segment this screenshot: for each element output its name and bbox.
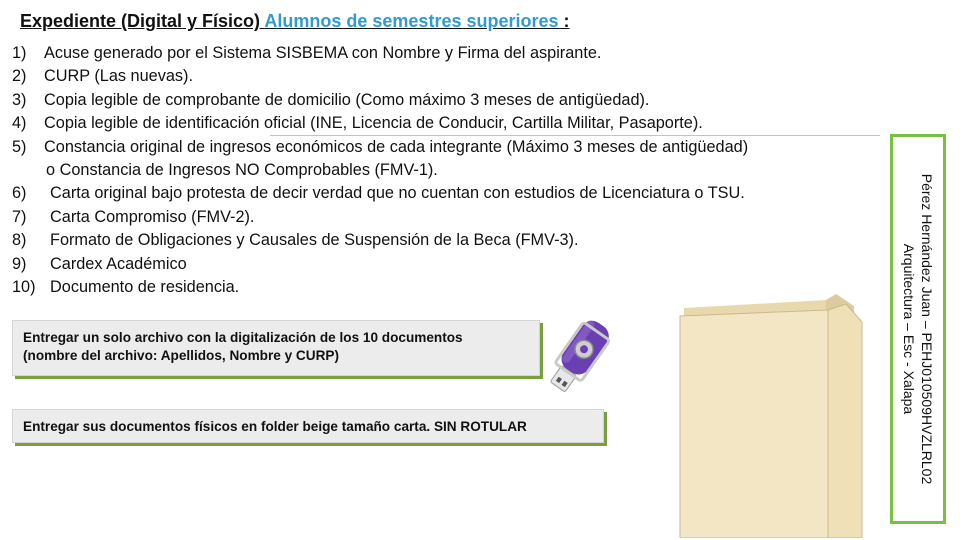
item-number: 4) [12,114,27,133]
list-item [12,89,748,112]
list-item-continuation: o Constancia de Ingresos NO Comprobables (FMV-1). [46,161,438,180]
student-name-curp: Pérez Hernández Juan – PEHJ010509HVZLRL02 [919,173,935,485]
page-title [20,11,570,32]
folder-icon [676,276,876,538]
digital-note-line1: Entregar un solo archivo con la digitalización de los 10 documentos [23,330,463,345]
list-item [12,136,748,159]
item-text: Carta Compromiso (FMV-2). [50,207,255,226]
title-main: Expediente (Digital y Físico) [20,11,261,31]
list-item [12,206,748,229]
physical-delivery-note [12,409,604,443]
digital-note-line2: (nombre del archivo: Apellidos, Nombre y CURP) [23,348,339,363]
item-number: 5) [12,137,27,156]
item-text: Constancia original de ingresos económicos de cada integrante (Máximo 3 meses de antigüedad) [44,137,749,156]
list-item [12,65,748,88]
item-text: Copia legible de comprobante de domicilio (Como máximo 3 meses de antigüedad). [44,90,650,109]
usb-drive-icon [535,310,625,400]
item-text: Documento de residencia. [50,278,240,297]
item-text: Copia legible de identificación oficial (INE, Licencia de Conducir, Cartilla Militar, Pasaporte). [44,114,703,133]
item-number: 1) [12,44,27,62]
student-id-label [900,174,936,485]
item-number: 2) [12,67,27,86]
requirements-list [12,42,748,299]
list-item [12,112,748,135]
list-item [12,182,748,205]
item-text: Acuse generado por el Sistema SISBEMA con Nombre y Firma del aspirante. [44,44,602,62]
digital-delivery-note [12,320,540,376]
item-text: CURP (Las nuevas). [44,67,194,86]
divider-line [270,135,880,136]
student-career-campus: Arquitectura – Esc - Xalapa [901,243,917,415]
item-number: 10) [12,278,36,297]
item-number: 8) [12,231,27,250]
physical-note-text: Entregar sus documentos físicos en folder beige tamaño carta. SIN ROTULAR [23,419,527,434]
item-text: Formato de Obligaciones y Causales de Suspensión de la Beca (FMV-3). [50,231,579,250]
list-item [12,253,748,276]
item-text: Carta original bajo protesta de decir verdad que no cuentan con estudios de Licenciatura o TSU. [50,184,745,203]
list-item [12,229,748,252]
item-number: 3) [12,90,27,109]
item-text: Cardex Académico [50,254,187,273]
item-number: 6) [12,184,27,203]
item-number: 9) [12,254,27,273]
item-number: 7) [12,207,27,226]
list-item [12,276,748,299]
title-colon: : [558,11,570,31]
title-highlight: Alumnos de semestres superiores [264,11,559,31]
list-item [12,42,748,65]
